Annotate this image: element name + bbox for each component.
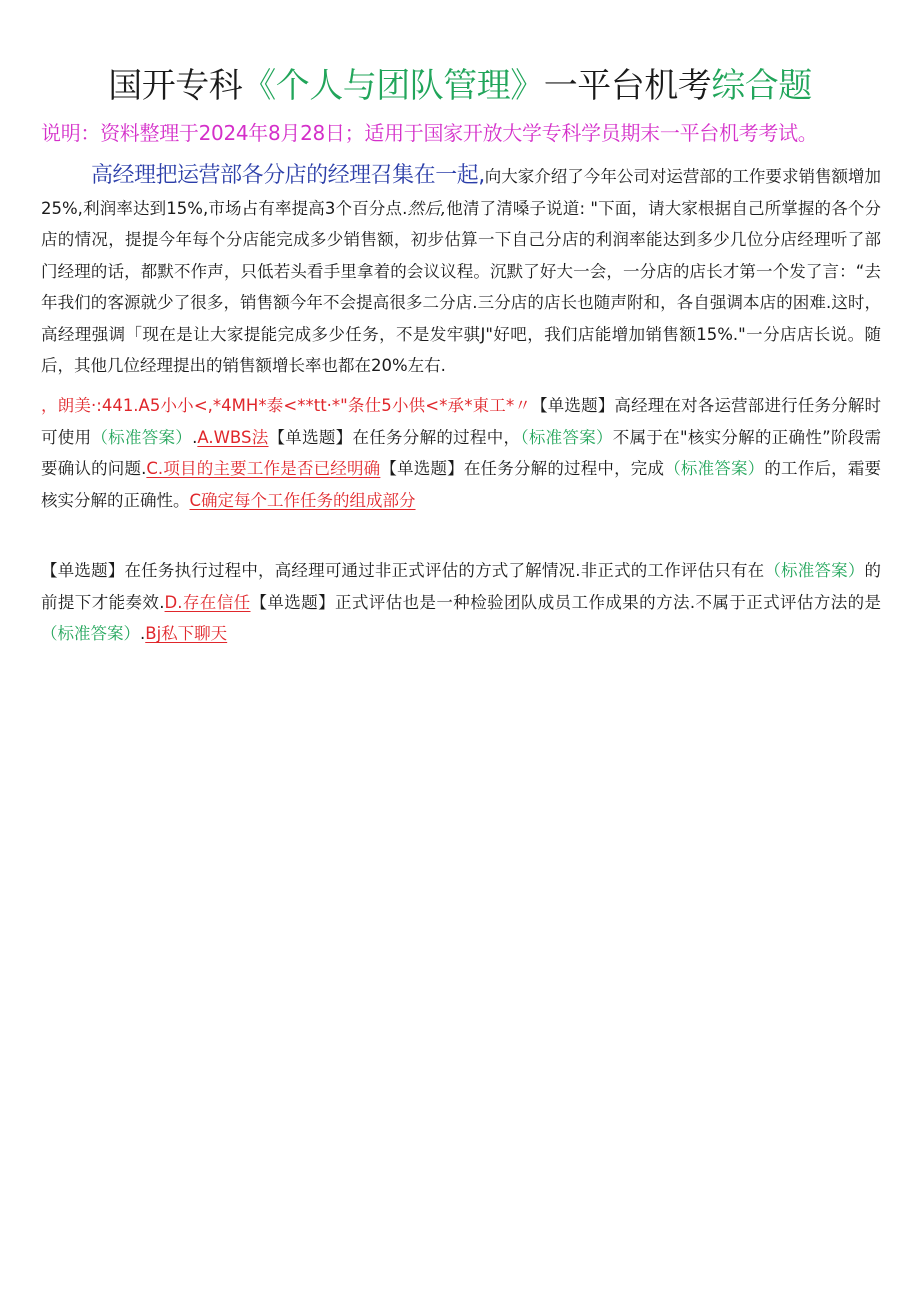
case-text-1: 向大家介绍了今年公司对运营部的工作要求销售额增加25%,利润率达到15%,市场占有率提高3个百分点. — [41, 167, 882, 218]
title-platform: 一平台机考 — [543, 66, 712, 106]
question-text: 在任务分解的过程中，完成 — [463, 459, 665, 478]
question-tag: 【单选题】 — [250, 592, 335, 612]
case-text-2: 他清了清嗓子说道: "下面，请大家根据自己所掌握的各个分店的情况，提提今年每个分店能完成多少销售额，初步估算一下自己分店的利润率能达到多少几位分店经理听了部门经理的话，都默不作声，只低若头看手里拿着的会议议程。沉默了好大一会，一分店的店长才第一个发了言：“去年我们的客源就少了很多，销售额今年不会提高很多二分店.三分店的店长也随声附和，各自强调本店的困难.这时，高经理强调「现在是让大家提能完成多少任务，不是发牢骐J"好吧，我们店能增加销售额15%."一分店店长说。随后，其他几位经理提出的销售额增长率也都在20%左右. — [41, 198, 881, 375]
answer-link[interactable]: C.项目的主要工作是否已经明确 — [146, 459, 381, 478]
garbled-text: ，朗美·:441.A5小小<,*4MH*泰<**tt·*"条仕5小供<*承*東工*〃 — [41, 396, 532, 415]
title-course: 《个人与团队管理》 — [242, 66, 544, 106]
title-type: 综合题 — [711, 66, 812, 106]
question-tag: 【单选题】 — [41, 561, 125, 580]
case-lead: 高经理把运营部各分店的经理召集在一起, — [91, 163, 485, 188]
question-block-2 — [41, 555, 881, 650]
question-tag: 【单选题】 — [268, 427, 353, 447]
answer-link[interactable]: A.WBS法 — [197, 427, 269, 447]
standard-answer-hint: （标准答案） — [520, 427, 613, 447]
case-intro-paragraph — [41, 160, 881, 382]
question-text: 不属于在"核实分解的正确性”阶段需要确认的问题. — [41, 427, 882, 478]
question-text: 在任务分解的过程中， — [352, 427, 521, 447]
standard-answer-hint: （标准答案） — [91, 427, 193, 447]
question-end: . — [192, 427, 198, 447]
question-text: 正式评估也是一种检验团队成员工作成果的方法.不属于正式评估方法的是 — [335, 592, 882, 612]
answer-link[interactable]: Bj私下聊天 — [145, 624, 228, 643]
answer-link[interactable]: C确定每个工作任务的组成部分 — [189, 490, 416, 510]
description-note: 说明：资料整理于2024年8月28日；适用于国家开放大学专科学员期末一平台机考考试。 — [41, 121, 818, 145]
case-italic: 然后, — [407, 198, 447, 218]
standard-answer-hint: （标准答案） — [764, 561, 865, 580]
question-tag: 【单选题】 — [380, 459, 464, 478]
question-tag: 【单选题】 — [531, 396, 615, 415]
question-text: 的工作后，霜要核实分解的正确性。 — [41, 459, 882, 510]
question-text: 在任务执行过程中，高经理可通过非正式评估的方式了解情况.非正式的工作评估只有在 — [124, 561, 765, 580]
standard-answer-hint: （标准答案） — [664, 459, 765, 478]
title-prefix: 国开专科 — [108, 66, 243, 106]
question-block-1 — [41, 390, 881, 516]
question-end: . — [140, 624, 146, 643]
standard-answer-hint: （标准答案） — [41, 624, 140, 643]
question-text: 的前提下才能奏效. — [41, 561, 882, 612]
answer-link[interactable]: D.存在信任 — [164, 592, 251, 612]
question-text: 高经理在对各运营部进行任务分解时可使用 — [41, 396, 881, 447]
page-title — [0, 62, 920, 110]
